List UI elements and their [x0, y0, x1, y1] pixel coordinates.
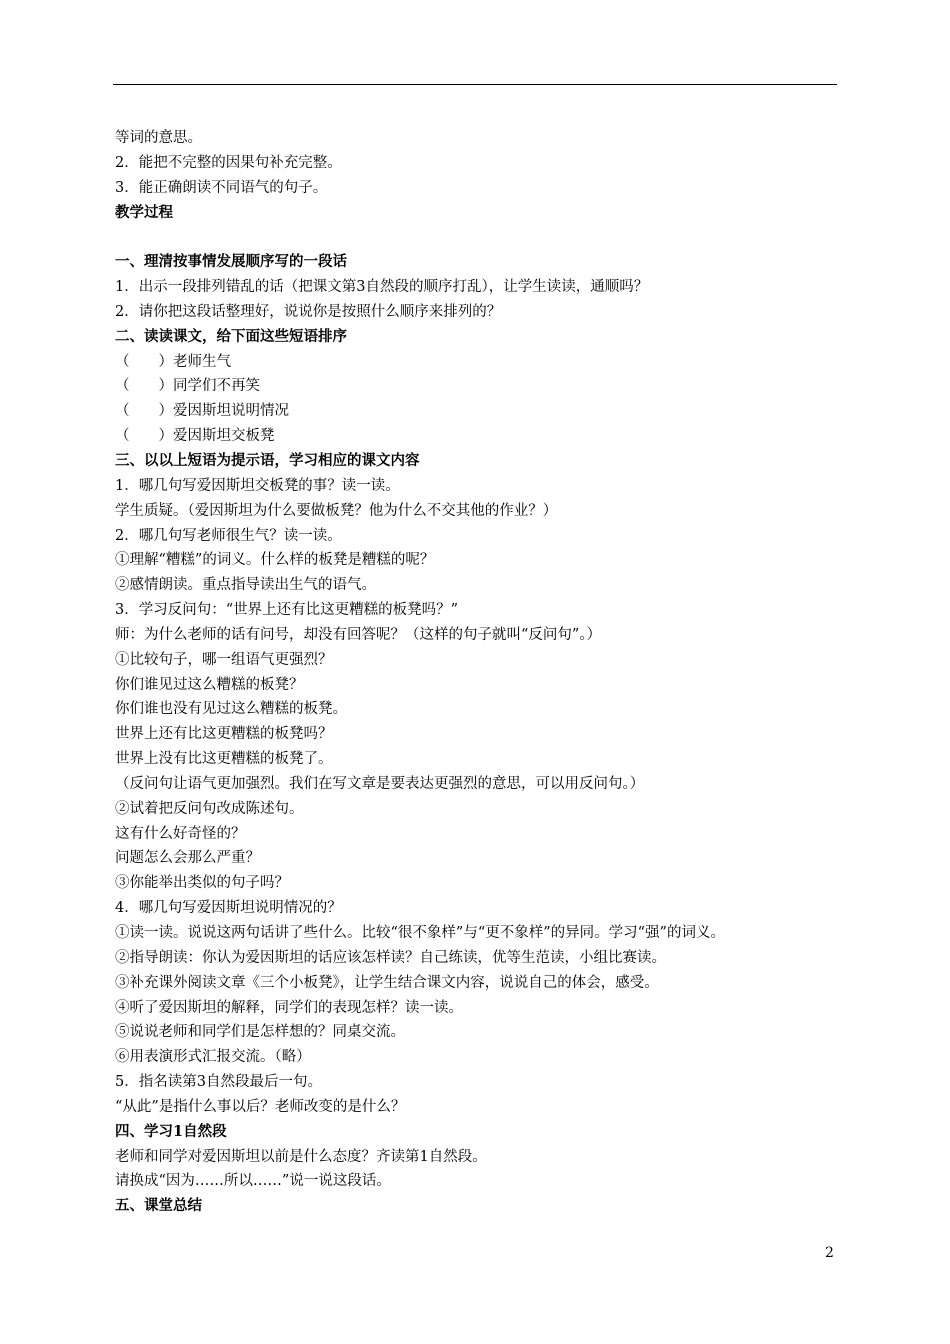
text-line: “从此”是指什么事以后？老师改变的是什么？	[115, 1098, 406, 1115]
text-line: ③你能举出类似的句子吗？	[115, 875, 289, 892]
text-line: ④听了爱因斯坦的解释，同学们的表现怎样？读一读。	[115, 999, 463, 1016]
text-line: 2．请你把这段话整理好，说说你是按照什么顺序来排列的？	[115, 303, 502, 320]
text-line: 1．出示一段排列错乱的话（把课文第3自然段的顺序打乱），让学生读读，通顺吗？	[115, 279, 649, 296]
page-number: 2	[825, 1245, 834, 1261]
section-heading: 五、课堂总结	[115, 1197, 202, 1215]
text-line: ①比较句子，哪一组语气更强烈？	[115, 651, 333, 668]
text-line: 4．哪几句写爱因斯坦说明情况的？	[115, 900, 342, 917]
text-line: 3．能正确朗读不同语气的句子。	[115, 179, 328, 196]
text-line: ⑤说说老师和同学们是怎样想的？同桌交流。	[115, 1024, 405, 1041]
header-rule	[113, 84, 837, 85]
text-line: （反问句让语气更加强烈。我们在写文章是要表达更强烈的意思，可以用反问句。）	[115, 775, 645, 792]
text-line: 世界上还有比这更糟糕的板凳吗？	[115, 726, 333, 743]
text-line: 你们谁也没有见过这么糟糕的板凳。	[115, 701, 347, 718]
text-line: ②感情朗读。重点指导读出生气的语气。	[115, 577, 376, 594]
text-line: 1．哪几句写爱因斯坦交板凳的事？读一读。	[115, 477, 400, 494]
text-line: （ ）老师生气	[115, 353, 231, 370]
section-heading: 教学过程	[115, 203, 173, 221]
text-line: 请换成“因为……所以……”说一说这段话。	[115, 1173, 391, 1190]
document-body	[115, 126, 875, 1219]
text-line: 你们谁见过这么糟糕的板凳？	[115, 676, 304, 693]
intro-block	[115, 126, 875, 225]
text-line: 3．学习反问句：“世界上还有比这更糟糕的板凳吗？”	[115, 602, 459, 619]
text-line: ①理解“糟糕”的词义。什么样的板凳是糟糕的呢？	[115, 552, 435, 569]
text-line: ③补充课外阅读文章《三个小板凳》，让学生结合课文内容，说说自己的体会，感受。	[115, 974, 659, 991]
text-line: （ ）爱因斯坦交板凳	[115, 428, 275, 445]
text-line: 学生质疑。（爱因斯坦为什么要做板凳？他为什么不交其他的作业？）	[115, 502, 558, 519]
section-heading: 一、理清按事情发展顺序写的一段话	[115, 253, 347, 271]
text-line: 2．哪几句写老师很生气？读一读。	[115, 527, 342, 544]
text-line: ②试着把反问句改成陈述句。	[115, 800, 304, 817]
text-line: 问题怎么会那么严重？	[115, 850, 260, 867]
text-line: ②指导朗读：你认为爱因斯坦的话应该怎样读？自己练读，优等生范读，小组比赛读。	[115, 949, 666, 966]
section-heading: 二、读读课文，给下面这些短语排序	[115, 327, 347, 345]
text-line: 师：为什么老师的话有问号，却没有回答呢？（这样的句子就叫“反问句”。）	[115, 626, 602, 643]
paragraph-gap	[115, 225, 875, 250]
text-line: 老师和同学对爱因斯坦以前是什么态度？齐读第1自然段。	[115, 1148, 487, 1165]
text-line: ①读一读。说说这两句话讲了些什么。比较“很不象样”与“更不象样”的异同。学习“强”的词义。	[115, 925, 725, 941]
text-line: 5．指名读第3自然段最后一句。	[115, 1074, 322, 1091]
process-block	[115, 250, 875, 1219]
text-line: 世界上没有比这更糟糕的板凳了。	[115, 751, 333, 768]
section-heading: 四、学习1自然段	[115, 1122, 227, 1140]
text-line: 2．能把不完整的因果句补充完整。	[115, 154, 342, 171]
text-line: （ ）同学们不再笑	[115, 378, 260, 395]
text-line: （ ）爱因斯坦说明情况	[115, 403, 289, 420]
text-line: 等词的意思。	[115, 130, 202, 146]
section-heading: 三、以以上短语为提示语，学习相应的课文内容	[115, 451, 420, 469]
text-line: ⑥用表演形式汇报交流。（略）	[115, 1049, 311, 1066]
text-line: 这有什么好奇怪的？	[115, 825, 246, 842]
